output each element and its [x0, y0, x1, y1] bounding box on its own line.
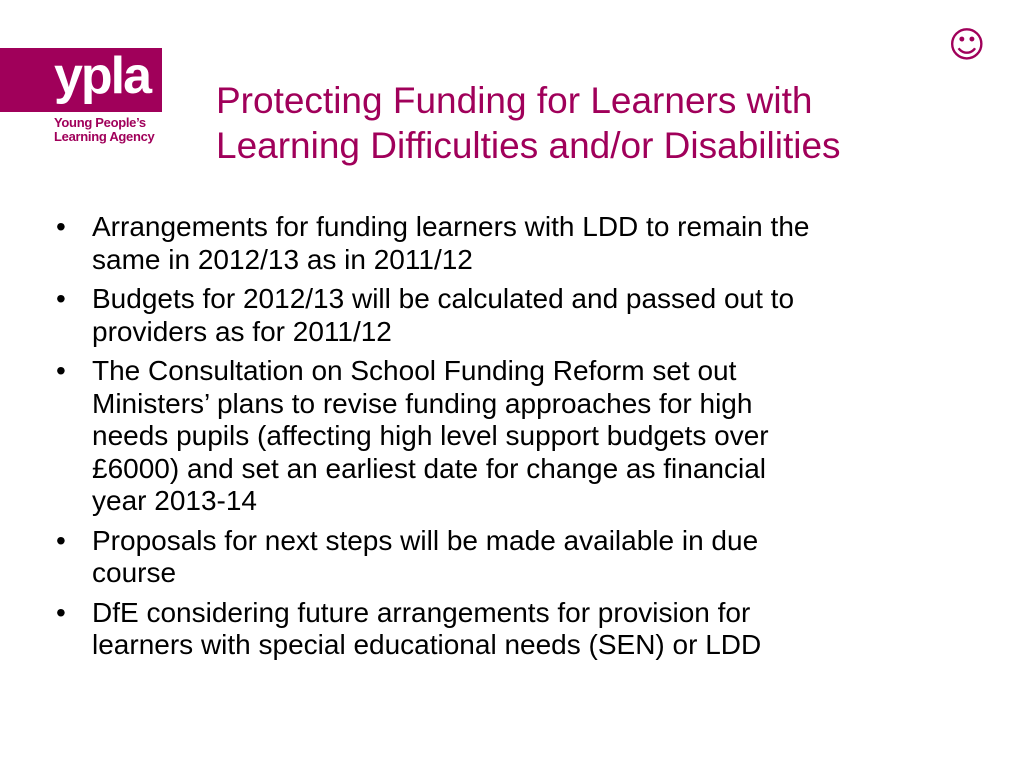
bullet-marker: • — [56, 283, 66, 314]
bullet-marker: • — [56, 596, 66, 628]
bullet-line: The Consultation on School Funding Reform set out — [92, 355, 737, 386]
bullet-line: Arrangements for funding learners with LDD to remain the — [92, 211, 810, 242]
bullet-line: Ministers’ plans to revise funding approaches for high — [92, 387, 753, 419]
bullet-line: course — [92, 557, 177, 588]
bullet-item — [52, 597, 982, 662]
bullet-item — [52, 525, 982, 590]
bullet-marker: • — [56, 211, 66, 242]
bullet-line: learners with special educational needs (SEN) or LDD — [92, 629, 762, 660]
slide-title-line: Learning Difficulties and/or Disabilities — [216, 125, 841, 166]
bullet-line: year 2013-14 — [92, 485, 258, 516]
bullet-line: £6000) and set an earliest date for change as financial — [92, 452, 767, 484]
bullet-item — [52, 283, 982, 348]
logo-wordmark: ypla — [54, 47, 151, 105]
smiley-icon: ☺ — [948, 25, 986, 66]
bullet-line: Proposals for next steps will be made available in due — [92, 524, 759, 556]
bullet-marker: • — [56, 355, 66, 386]
bullet-item — [52, 355, 982, 518]
logo-tagline-line: Learning Agency — [54, 129, 155, 144]
slide-title-line: Protecting Funding for Learners with — [216, 80, 813, 121]
bullet-line: needs pupils (affecting high level support budgets over — [92, 420, 769, 451]
logo-tagline — [54, 116, 154, 144]
bullet-line: same in 2012/13 as in 2011/12 — [92, 243, 473, 275]
bullet-line: providers as for 2011/12 — [92, 315, 392, 347]
bullet-item — [52, 211, 982, 276]
logo-tagline-line: Young People’s — [54, 115, 146, 130]
bullet-marker: • — [56, 524, 66, 556]
slide-title — [216, 78, 1006, 168]
bullet-line: DfE considering future arrangements for provision for — [92, 596, 751, 628]
bullet-line: Budgets for 2012/13 will be calculated and passed out to — [92, 283, 795, 314]
bullet-list — [52, 211, 982, 669]
